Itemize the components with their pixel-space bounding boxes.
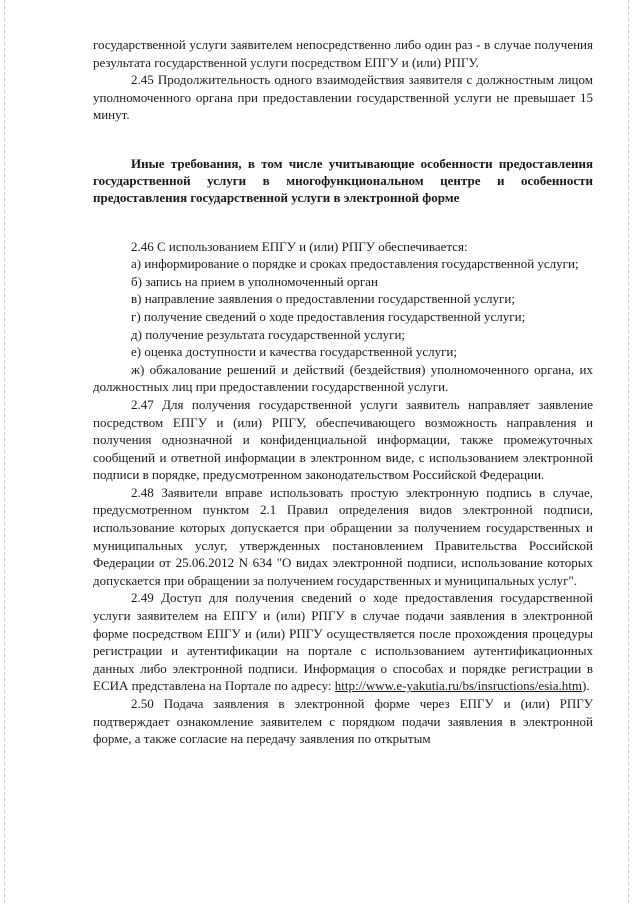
paragraph-2-46-zh: ж) обжалование решений и действий (бездействия) уполномоченного органа, их должностных лиц при предоставлении государственной услуги. — [93, 361, 593, 395]
paragraph-2-48: 2.48 Заявители вправе использовать простую электронную подпись в случае, предусмотренном пунктом 2.1 Правил определения видов электронной подписи, использование которых допускается при обращении за получением государственных и муниципальных услуг, утвержденных постановлением Правительства Российской Федерации от 25.06.2012 N 634 "О видах электронной подписи, использование которых допускается при обращении за получением государственных и муниципальных услуг". — [93, 484, 593, 588]
scan-edge-right — [628, 0, 629, 905]
paragraph-2-46-g: г) получение сведений о ходе предоставления государственной услуги; — [131, 308, 526, 324]
paragraph-2-46-a: а) информирование о порядке и сроках предоставления государственной услуги; — [131, 256, 579, 272]
esia-instructions-link[interactable]: http://www.e-yakutia.ru/bs/insructions/esia.htm — [334, 678, 582, 694]
paragraph-2-46-v: в) направление заявления о предоставлении государственной услуги; — [131, 291, 515, 307]
document-page — [93, 36, 593, 748]
paragraph-2-47: 2.47 Для получения государственной услуги заявитель направляет заявление посредством ЕПГУ и (или) РПГУ, обеспечивающего возможность направления и получения однозначной и конфиденциальной информации, также промежуточных сообщений и ответной информации в электронном виде, с использованием электронной подписи в порядке, предусмотренном законодательством Российской Федерации. — [93, 396, 593, 483]
paragraph-2-50: 2.50 Подача заявления в электронной форме через ЕПГУ и (или) РПГУ подтверждает ознакомление заявителем с порядком подачи заявления в электронной форме, а также согласие на передачу заявления по открытым — [93, 696, 593, 747]
paragraph-cont-2-44: государственной услуги заявителем непосредственно либо один раз - в случае получения результата государственной услуги посредством ЕПГУ и (или) РПГУ. — [93, 37, 593, 70]
paragraph-2-46-b: б) запись на прием в уполномоченный орган — [131, 273, 378, 289]
paragraph-2-49-tail: ). — [582, 678, 590, 694]
paragraph-2-45: 2.45 Продолжительность одного взаимодействия заявителя с должностным лицом уполномоченного органа при предоставлении государственной услуги не превышает 15 минут. — [93, 72, 593, 123]
paragraph-2-46-e: е) оценка доступности и качества государственной услуги; — [131, 344, 457, 360]
paragraphs-top — [93, 36, 593, 124]
paragraphs-main — [93, 238, 593, 590]
scan-edge-left — [4, 0, 5, 905]
paragraph-2-49-text: 2.49 Доступ для получения сведений о ходе предоставления государственной услуги заявителем на ЕПГУ и (или) РПГУ в случае подачи заявления в электронной форме посредством ЕПГУ и (или) РПГУ осуществляется после прохождения процедуры регистрации и аутентификации на портале с использованием аутентификационных данных либо электронной подписи. Информация о способах и порядке регистрации в ЕСИА представлена на Портале по адресу: — [93, 590, 593, 694]
section-heading: Иные требования, в том числе учитывающие особенности предоставления государственной услуги в многофункциональном центре и особенности предоставления государственной услуги в электронной форме — [93, 155, 593, 206]
paragraph-2-46-d: д) получение результата государственной услуги; — [131, 326, 406, 342]
paragraph-2-49 — [93, 589, 593, 695]
paragraph-2-46: 2.46 С использованием ЕПГУ и (или) РПГУ обеспечивается: — [131, 238, 468, 254]
